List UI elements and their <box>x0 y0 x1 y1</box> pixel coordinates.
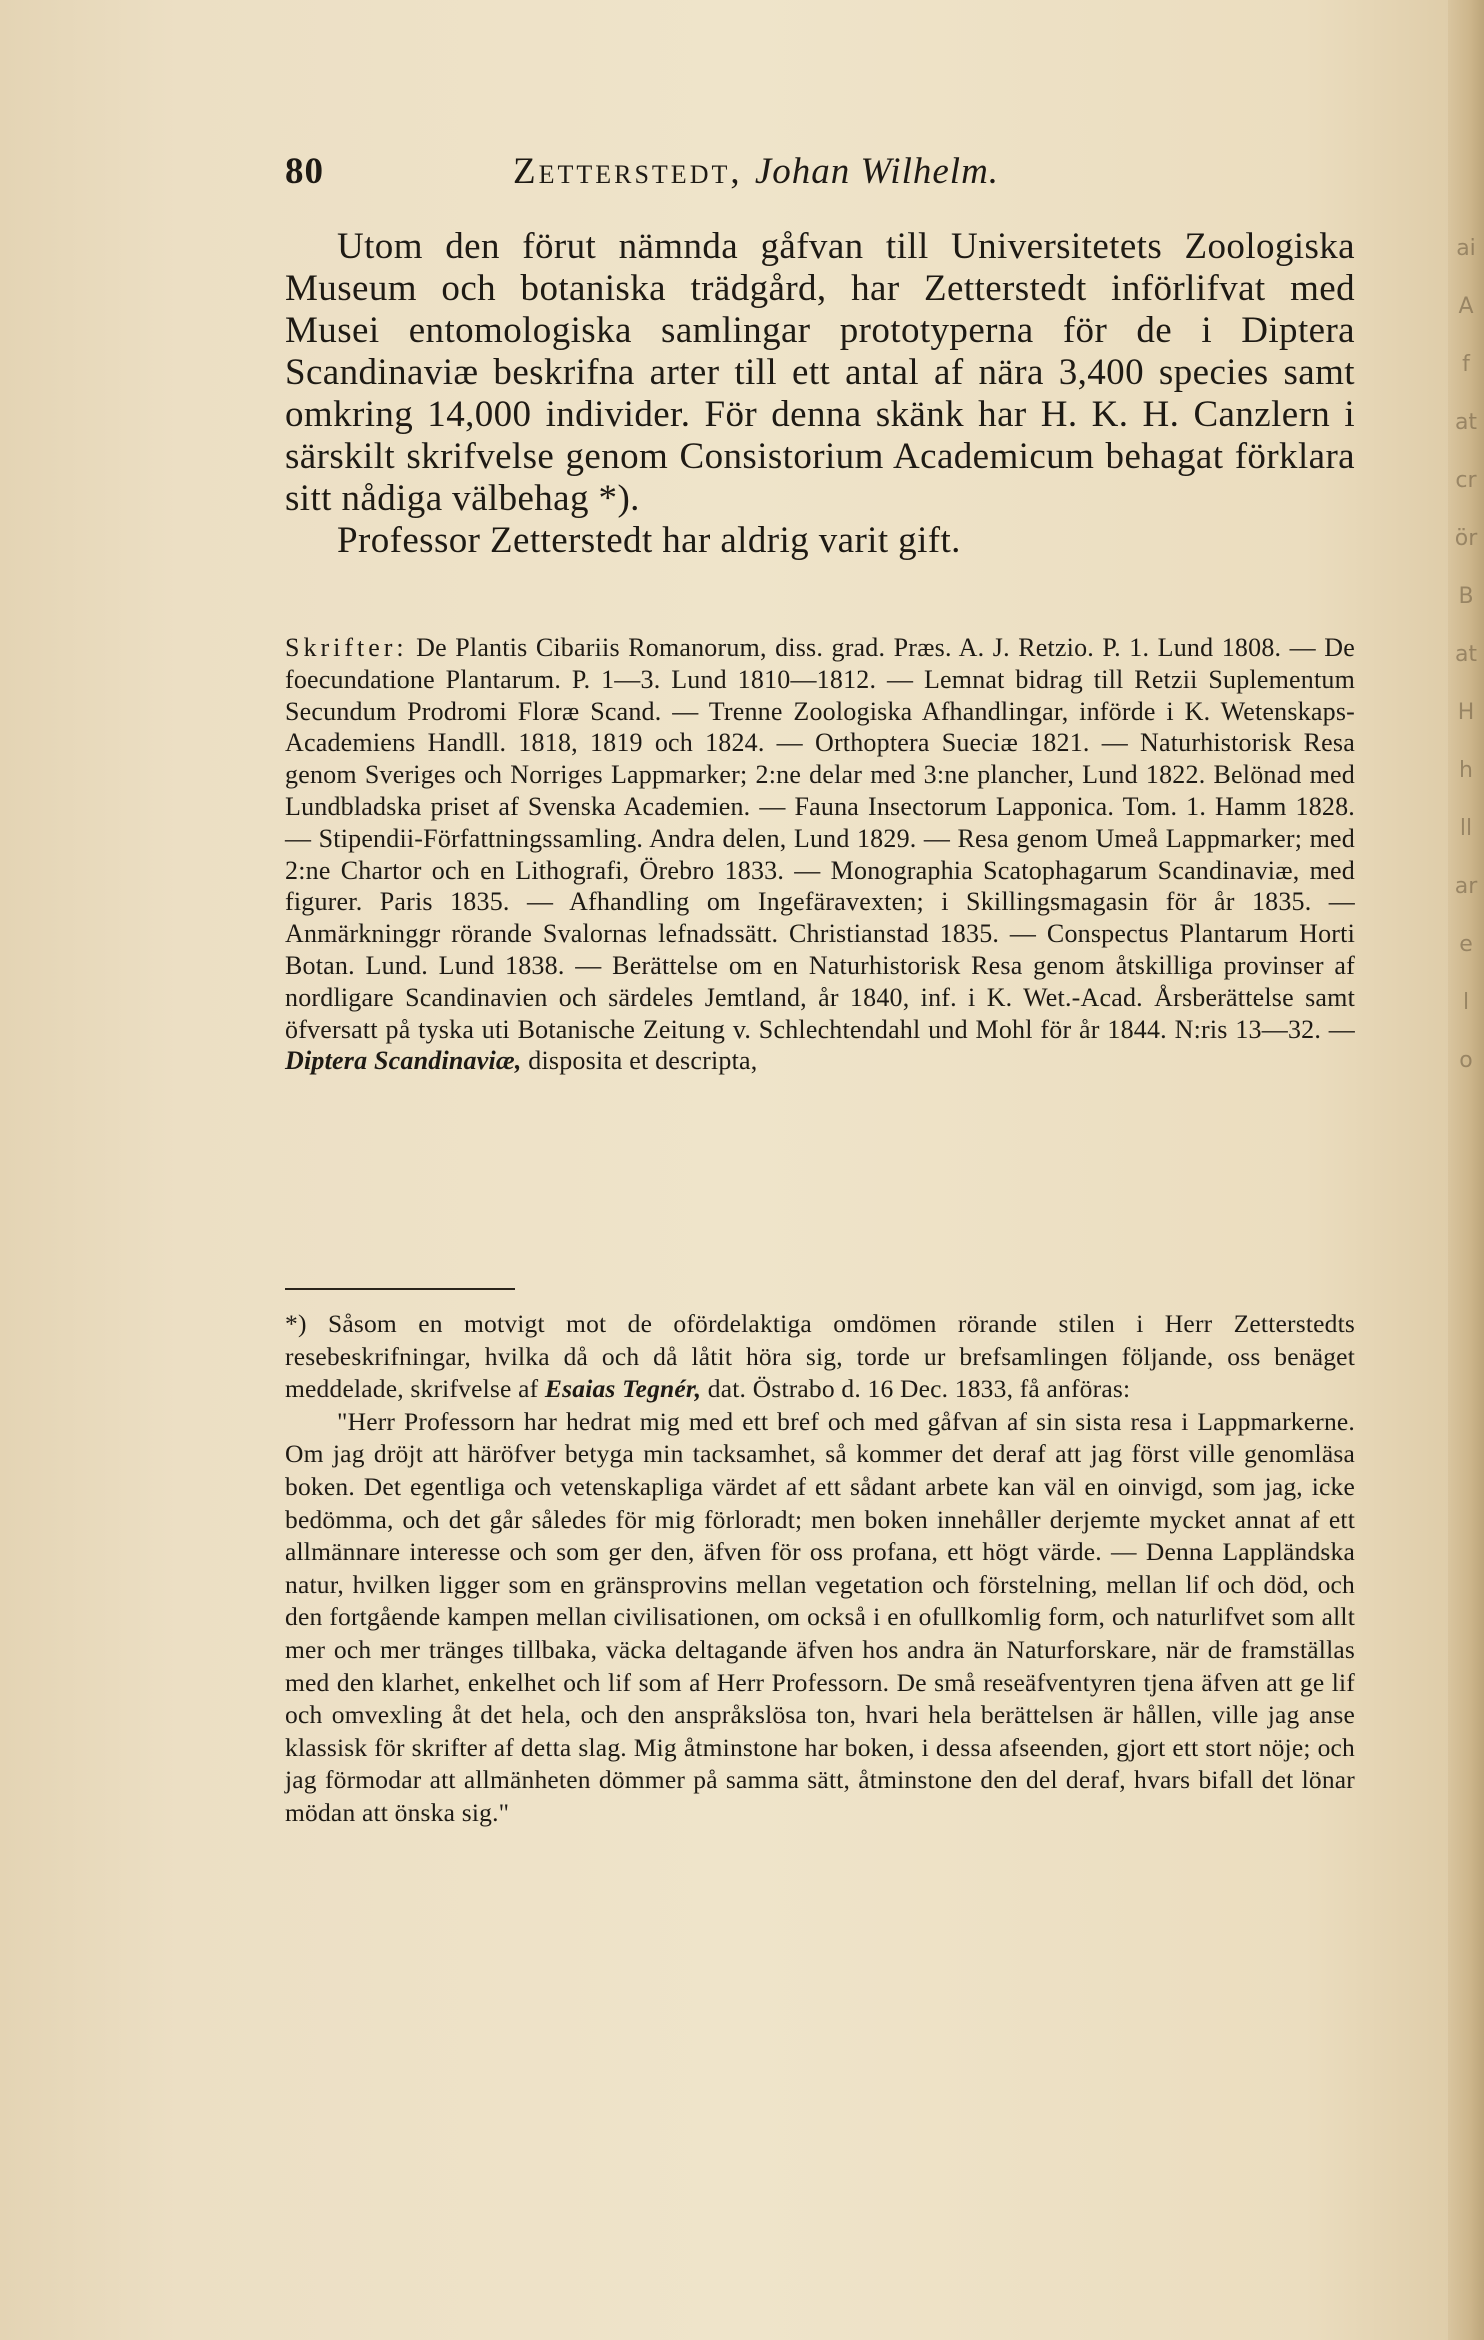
bibliography-label: Skrifter: <box>285 633 408 662</box>
footnote-intro-paragraph <box>285 1308 1355 1406</box>
page-number: 80 <box>285 151 324 192</box>
running-header <box>285 150 1355 210</box>
bibliography <box>285 632 1355 1077</box>
main-text <box>285 226 1355 562</box>
bleed-through-marks: ai A f at cr ör B at H h ll ar e l o <box>1454 236 1478 1073</box>
bibliography-text: De Plantis Cibariis Romanorum, diss. grad. Præs. A. J. Retzio. P. 1. Lund 1808. — De foecundatione Plantarum. P. 1—3. Lund 1810—1812. — Lemnat bidrag till Retzii Suplementum Secundum Prodromi Floræ Scand. — Trenne Zoologiska Afhandlingar, införde i K. Wetenskaps-Academiens Handll. 1818, 1819 och 1824. — Orthoptera Sueciæ 1821. — Naturhistorisk Resa genom Sveriges och Norriges Lappmarker; 2:ne delar med 3:ne plancher, Lund 1822. Belönad med Lundbladska priset af Svenska Academien. — Fauna Insectorum Lapponica. Tom. 1. Hamm 1828. — Stipendii-Författningssamling. Andra delen, Lund 1829. — Resa genom Umeå Lappmarker; med 2:ne Chartor och en Lithografi, Örebro 1833. — Monographia Scatophagarum Scandinaviæ, med figurer. Paris 1835. — Afhandling om Ingefäravexten; i Skillingsmagasin för år 1835. — Anmärkninggr rörande Svalornas lefnadssätt. Christianstad 1835. — Conspectus Plantarum Horti Botan. Lund. Lund 1838. — Berättelse om en Naturhistorisk Resa genom åtskilliga provinser af nordligare Scandinavien och särdeles Jemtland, år 1840, inf. i K. Wet.-Acad. Årsberättelse samt öfversatt på tyska uti Botanische Zeitung v. Schlechtendahl und Mohl för år 1844. N:ris 13—32. — <box>285 633 1355 1044</box>
bibliography-tail: disposita et descripta, <box>528 1046 758 1076</box>
paragraph-donation: Utom den förut nämnda gåfvan till Universitetets Zoologiska Museum och botaniska trädgård, har Zetterstedt införlifvat med Musei entomologiska samlingar prototyperna för de i Diptera Scandinaviæ beskrifna arter till ett antal af nära 3,400 species samt omkring 14,000 individer. För denna skänk har H. K. H. Canzlern i särskilt skrifvelse genom Consistorium Academicum behagat förklara sitt nådiga välbehag *). <box>285 226 1355 519</box>
footnote-intro: *) Såsom en motvigt mot de ofördelaktiga omdömen rörande stilen i Herr Zetterstedts resebeskrifningar, hvilka då och då låtit höra sig, torde ur brefsamlingen följande, oss benäget meddelade, skrifvelse af <box>285 1309 1355 1404</box>
footnote-rule <box>285 1288 515 1290</box>
running-head <box>513 150 999 193</box>
running-head-given-names: Johan Wilhelm. <box>754 151 1000 192</box>
paragraph-marital-status: Professor Zetterstedt har aldrig varit gift. <box>337 520 961 561</box>
page-edge <box>1448 0 1484 2340</box>
bibliography-title-diptera: Diptera Scandinaviæ, <box>285 1046 522 1076</box>
running-head-name: Zetterstedt, <box>513 151 743 192</box>
footnote-date: dat. Östrabo d. 16 Dec. 1833, få anföras: <box>707 1374 1131 1404</box>
footnote <box>285 1308 1355 1830</box>
footnote-author: Esaias Tegnér, <box>544 1374 702 1404</box>
footnote-quote: "Herr Professorn har hedrat mig med ett bref och med gåfvan af sin sista resa i Lappmarkerne. Om jag dröjt att häröfver betyga min tacksamhet, så kommer det deraf att jag först ville genomläsa boken. Det egentliga och vetenskapliga värdet af ett sådant arbete kan väl en oinvigd, som jag, icke bedömma, och det går således för mig förloradt; men boken innehåller derjemte mycket annat af ett allmännare interesse och som ger den, äfven för oss profana, ett högt värde. — Denna Lappländska natur, hvilken ligger som en gränsprovins mellan vegetation och förstelning, mellan lif och död, och den fortgående kampen mellan civilisationen, om också i en ofullkomlig form, och naturlifvet som allt mer och mer tränges tillbaka, väcka deltagande äfven hos andra än Naturforskare, när de framställas med den klarhet, enkelhet och lif som af Herr Professorn. De små reseäfventyren tjena äfven att ge lif och omvexling åt det hela, och den anspråkslösa ton, hvari hela berättelsen är hållen, ville jag anse klassisk för skrifter af detta slag. Mig åtminstone har boken, i dessa afseenden, gjort ett stort nöje; och jag förmodar att allmänheten dömmer på samma sätt, åtminstone den del deraf, hvars bifall det lönar mödan att önska sig." <box>285 1406 1355 1827</box>
